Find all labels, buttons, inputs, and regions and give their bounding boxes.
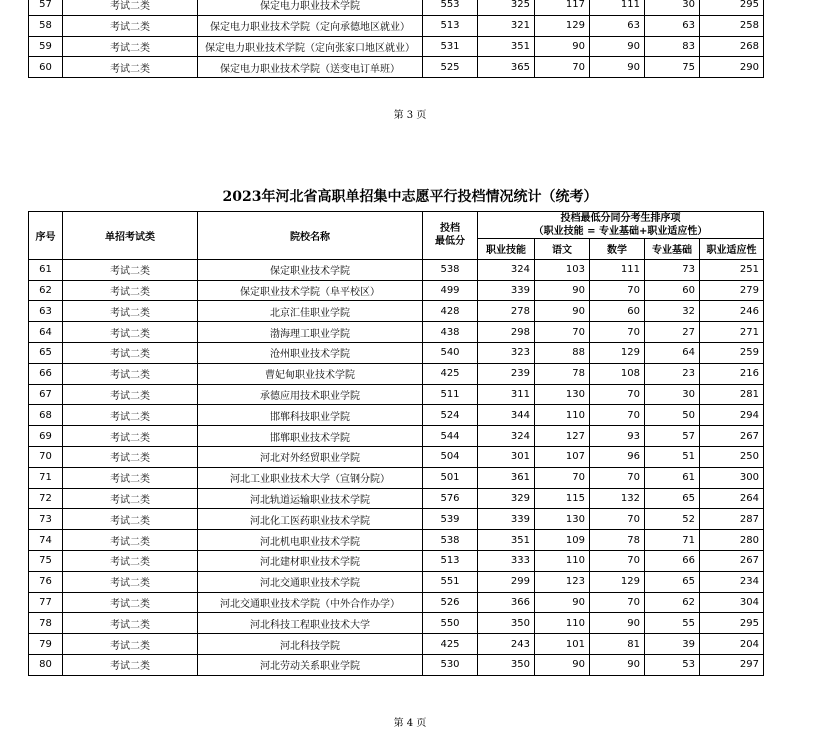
cell-basis: 50: [645, 405, 700, 426]
cell-school: 保定职业技术学院（阜平校区）: [198, 280, 423, 301]
cell-chinese: 90: [535, 36, 590, 57]
cell-school: 承德应用技术职业学院: [198, 384, 423, 405]
cell-min-score: 504: [423, 446, 478, 467]
cell-adapt: 304: [700, 592, 764, 613]
cell-seq: 78: [29, 613, 63, 634]
cell-math: 90: [590, 654, 645, 675]
cell-min-score: 551: [423, 571, 478, 592]
cell-school: 河北劳动关系职业学院: [198, 654, 423, 675]
cell-seq: 67: [29, 384, 63, 405]
cell-basis: 65: [645, 571, 700, 592]
cell-min-score: 438: [423, 322, 478, 343]
cell-math: 90: [590, 36, 645, 57]
table-header: [29, 212, 764, 260]
table-row: [29, 426, 764, 447]
table-row: [29, 0, 764, 15]
table-row: [29, 634, 764, 655]
cell-basis: 63: [645, 15, 700, 36]
table-row: [29, 654, 764, 675]
cell-math: 129: [590, 571, 645, 592]
cell-school: 河北化工医药职业技术学院: [198, 509, 423, 530]
cell-adapt: 295: [700, 613, 764, 634]
header-min-score-line2: 最低分: [435, 236, 465, 248]
cell-school: 河北科技工程职业技术大学: [198, 613, 423, 634]
cell-min-score: 513: [423, 15, 478, 36]
table-row: [29, 592, 764, 613]
cell-adapt: 251: [700, 259, 764, 280]
cell-min-score: 538: [423, 259, 478, 280]
cell-chinese: 123: [535, 571, 590, 592]
cell-basis: 73: [645, 259, 700, 280]
cell-school: 曹妃甸职业技术学院: [198, 363, 423, 384]
cell-math: 70: [590, 280, 645, 301]
cell-adapt: 287: [700, 509, 764, 530]
cell-skill: 339: [478, 280, 535, 301]
cell-math: 96: [590, 446, 645, 467]
cell-min-score: 526: [423, 592, 478, 613]
cell-adapt: 268: [700, 36, 764, 57]
cell-math: 60: [590, 301, 645, 322]
cell-basis: 64: [645, 342, 700, 363]
header-chinese: 语文: [535, 239, 590, 260]
cell-min-score: 511: [423, 384, 478, 405]
page-number: 第 4 页: [393, 718, 427, 729]
table-body: [29, 259, 764, 675]
table-row: [29, 259, 764, 280]
cell-min-score: 524: [423, 405, 478, 426]
cell-basis: 57: [645, 426, 700, 447]
cell-chinese: 110: [535, 550, 590, 571]
cell-skill: 366: [478, 592, 535, 613]
cell-seq: 60: [29, 57, 63, 78]
cell-basis: 51: [645, 446, 700, 467]
cell-seq: 71: [29, 467, 63, 488]
table-row: [29, 446, 764, 467]
cell-chinese: 110: [535, 405, 590, 426]
cell-chinese: 90: [535, 592, 590, 613]
cell-math: 111: [590, 259, 645, 280]
table-row: [29, 15, 764, 36]
cell-math: 70: [590, 550, 645, 571]
cell-school: 河北科技学院: [198, 634, 423, 655]
cell-exam-type: 考试二类: [63, 259, 198, 280]
cell-skill: 325: [478, 0, 535, 15]
cell-chinese: 90: [535, 280, 590, 301]
cell-basis: 27: [645, 322, 700, 343]
cell-seq: 73: [29, 509, 63, 530]
cell-school: 北京汇佳职业学院: [198, 301, 423, 322]
cell-adapt: 297: [700, 654, 764, 675]
cell-chinese: 70: [535, 322, 590, 343]
cell-basis: 61: [645, 467, 700, 488]
cell-math: 81: [590, 634, 645, 655]
cell-skill: 324: [478, 259, 535, 280]
cell-exam-type: 考试二类: [63, 446, 198, 467]
cell-adapt: 279: [700, 280, 764, 301]
cell-math: 70: [590, 467, 645, 488]
cell-basis: 30: [645, 0, 700, 15]
cell-adapt: 246: [700, 301, 764, 322]
cell-seq: 79: [29, 634, 63, 655]
cell-skill: 351: [478, 36, 535, 57]
table-page-4: [28, 211, 764, 676]
header-exam-type: 单招考试类: [63, 212, 198, 260]
cell-basis: 39: [645, 634, 700, 655]
cell-seq: 75: [29, 550, 63, 571]
cell-adapt: 216: [700, 363, 764, 384]
cell-math: 90: [590, 613, 645, 634]
cell-seq: 58: [29, 15, 63, 36]
cell-seq: 68: [29, 405, 63, 426]
cell-min-score: 576: [423, 488, 478, 509]
cell-seq: 61: [29, 259, 63, 280]
cell-school: 渤海理工职业学院: [198, 322, 423, 343]
cell-math: 129: [590, 342, 645, 363]
cell-exam-type: 考试二类: [63, 654, 198, 675]
cell-skill: 323: [478, 342, 535, 363]
cell-chinese: 103: [535, 259, 590, 280]
cell-basis: 83: [645, 36, 700, 57]
cell-seq: 64: [29, 322, 63, 343]
cell-adapt: 271: [700, 322, 764, 343]
cell-min-score: 540: [423, 342, 478, 363]
cell-basis: 55: [645, 613, 700, 634]
cell-basis: 53: [645, 654, 700, 675]
cell-min-score: 425: [423, 363, 478, 384]
cell-math: 70: [590, 592, 645, 613]
cell-min-score: 539: [423, 509, 478, 530]
cell-school: 河北交通职业技术学院（中外合作办学）: [198, 592, 423, 613]
header-group: [478, 212, 764, 239]
table-row: [29, 36, 764, 57]
cell-skill: 324: [478, 426, 535, 447]
cell-exam-type: 考试二类: [63, 530, 198, 551]
cell-math: 70: [590, 384, 645, 405]
cell-seq: 59: [29, 36, 63, 57]
cell-chinese: 107: [535, 446, 590, 467]
cell-exam-type: 考试二类: [63, 36, 198, 57]
table-body: [29, 0, 764, 78]
cell-exam-type: 考试二类: [63, 571, 198, 592]
cell-skill: 243: [478, 634, 535, 655]
cell-exam-type: 考试二类: [63, 634, 198, 655]
cell-school: 河北建材职业技术学院: [198, 550, 423, 571]
cell-min-score: 499: [423, 280, 478, 301]
cell-min-score: 550: [423, 613, 478, 634]
cell-school: 河北工业职业技术大学（宣钢分院）: [198, 467, 423, 488]
cell-chinese: 115: [535, 488, 590, 509]
cell-chinese: 130: [535, 509, 590, 530]
header-group-line2: （职业技能 = 专业基础+职业适应性）: [533, 226, 708, 237]
cell-adapt: 258: [700, 15, 764, 36]
cell-exam-type: 考试二类: [63, 467, 198, 488]
cell-skill: 365: [478, 57, 535, 78]
cell-min-score: 538: [423, 530, 478, 551]
header-group-line1: 投档最低分同分考生排序项: [560, 213, 681, 224]
cell-seq: 77: [29, 592, 63, 613]
cell-basis: 71: [645, 530, 700, 551]
cell-adapt: 204: [700, 634, 764, 655]
cell-skill: 350: [478, 613, 535, 634]
cell-exam-type: 考试二类: [63, 426, 198, 447]
cell-min-score: 513: [423, 550, 478, 571]
table-row: [29, 322, 764, 343]
cell-math: 93: [590, 426, 645, 447]
cell-skill: 321: [478, 15, 535, 36]
cell-seq: 65: [29, 342, 63, 363]
cell-skill: 301: [478, 446, 535, 467]
cell-seq: 76: [29, 571, 63, 592]
cell-math: 78: [590, 530, 645, 551]
cell-adapt: 295: [700, 0, 764, 15]
cell-skill: 299: [478, 571, 535, 592]
cell-basis: 75: [645, 57, 700, 78]
cell-adapt: 300: [700, 467, 764, 488]
header-min-score: [423, 212, 478, 260]
header-math: 数学: [590, 239, 645, 260]
cell-basis: 60: [645, 280, 700, 301]
cell-exam-type: 考试二类: [63, 280, 198, 301]
cell-basis: 32: [645, 301, 700, 322]
cell-chinese: 78: [535, 363, 590, 384]
cell-skill: 339: [478, 509, 535, 530]
cell-chinese: 70: [535, 57, 590, 78]
table-row: [29, 342, 764, 363]
cell-adapt: 294: [700, 405, 764, 426]
cell-basis: 65: [645, 488, 700, 509]
cell-chinese: 88: [535, 342, 590, 363]
cell-seq: 72: [29, 488, 63, 509]
cell-math: 132: [590, 488, 645, 509]
cell-adapt: 281: [700, 384, 764, 405]
cell-min-score: 531: [423, 36, 478, 57]
cell-seq: 69: [29, 426, 63, 447]
cell-chinese: 101: [535, 634, 590, 655]
cell-seq: 57: [29, 0, 63, 15]
table-row: [29, 57, 764, 78]
cell-skill: 298: [478, 322, 535, 343]
cell-school: 河北轨道运输职业技术学院: [198, 488, 423, 509]
cell-exam-type: 考试二类: [63, 322, 198, 343]
cell-min-score: 544: [423, 426, 478, 447]
table-row: [29, 571, 764, 592]
page-number: 第 3 页: [393, 110, 427, 121]
cell-adapt: 290: [700, 57, 764, 78]
header-min-score-line1: 投档: [440, 223, 460, 235]
cell-school: 保定电力职业技术学院（送变电订单班）: [198, 57, 423, 78]
cell-basis: 30: [645, 384, 700, 405]
cell-exam-type: 考试二类: [63, 384, 198, 405]
table-row: [29, 488, 764, 509]
table-page-3: [28, 0, 764, 78]
document-title: 2023年河北省高职单招集中志愿平行投档情况统计（统考）: [222, 189, 598, 205]
cell-min-score: 553: [423, 0, 478, 15]
cell-seq: 62: [29, 280, 63, 301]
header-basis: 专业基础: [645, 239, 700, 260]
cell-exam-type: 考试二类: [63, 405, 198, 426]
cell-school: 沧州职业技术学院: [198, 342, 423, 363]
cell-adapt: 280: [700, 530, 764, 551]
cell-math: 70: [590, 322, 645, 343]
cell-seq: 74: [29, 530, 63, 551]
cell-school: 河北机电职业技术学院: [198, 530, 423, 551]
cell-skill: 351: [478, 530, 535, 551]
cell-exam-type: 考试二类: [63, 0, 198, 15]
table-row: [29, 467, 764, 488]
cell-school: 邯郸职业技术学院: [198, 426, 423, 447]
cell-basis: 66: [645, 550, 700, 571]
cell-adapt: 259: [700, 342, 764, 363]
cell-exam-type: 考试二类: [63, 592, 198, 613]
cell-school: 保定电力职业技术学院（定向张家口地区就业）: [198, 36, 423, 57]
cell-chinese: 117: [535, 0, 590, 15]
header-adapt: 职业适应性: [700, 239, 764, 260]
cell-chinese: 129: [535, 15, 590, 36]
cell-seq: 80: [29, 654, 63, 675]
cell-seq: 66: [29, 363, 63, 384]
table-row: [29, 280, 764, 301]
cell-exam-type: 考试二类: [63, 550, 198, 571]
cell-chinese: 130: [535, 384, 590, 405]
table-row: [29, 509, 764, 530]
cell-chinese: 90: [535, 654, 590, 675]
cell-adapt: 267: [700, 550, 764, 571]
cell-exam-type: 考试二类: [63, 57, 198, 78]
cell-seq: 70: [29, 446, 63, 467]
cell-skill: 361: [478, 467, 535, 488]
cell-math: 63: [590, 15, 645, 36]
cell-exam-type: 考试二类: [63, 301, 198, 322]
cell-school: 邯郸科技职业学院: [198, 405, 423, 426]
cell-chinese: 127: [535, 426, 590, 447]
header-seq: 序号: [29, 212, 63, 260]
cell-school: 河北交通职业技术学院: [198, 571, 423, 592]
cell-math: 108: [590, 363, 645, 384]
table-row: [29, 384, 764, 405]
table-row: [29, 530, 764, 551]
cell-school: 保定电力职业技术学院（定向承德地区就业）: [198, 15, 423, 36]
cell-min-score: 501: [423, 467, 478, 488]
cell-adapt: 267: [700, 426, 764, 447]
cell-chinese: 110: [535, 613, 590, 634]
cell-basis: 23: [645, 363, 700, 384]
cell-exam-type: 考试二类: [63, 15, 198, 36]
cell-math: 70: [590, 509, 645, 530]
table-row: [29, 613, 764, 634]
cell-min-score: 530: [423, 654, 478, 675]
cell-basis: 52: [645, 509, 700, 530]
cell-chinese: 90: [535, 301, 590, 322]
header-school: 院校名称: [198, 212, 423, 260]
cell-adapt: 250: [700, 446, 764, 467]
table-row: [29, 363, 764, 384]
cell-adapt: 234: [700, 571, 764, 592]
cell-skill: 311: [478, 384, 535, 405]
cell-exam-type: 考试二类: [63, 613, 198, 634]
cell-chinese: 70: [535, 467, 590, 488]
cell-min-score: 525: [423, 57, 478, 78]
cell-seq: 63: [29, 301, 63, 322]
table-row: [29, 405, 764, 426]
cell-skill: 344: [478, 405, 535, 426]
table-row: [29, 301, 764, 322]
cell-skill: 239: [478, 363, 535, 384]
cell-min-score: 425: [423, 634, 478, 655]
table-row: [29, 550, 764, 571]
cell-basis: 62: [645, 592, 700, 613]
cell-school: 保定电力职业技术学院: [198, 0, 423, 15]
cell-exam-type: 考试二类: [63, 363, 198, 384]
cell-math: 90: [590, 57, 645, 78]
cell-skill: 350: [478, 654, 535, 675]
cell-min-score: 428: [423, 301, 478, 322]
cell-exam-type: 考试二类: [63, 342, 198, 363]
cell-school: 保定职业技术学院: [198, 259, 423, 280]
cell-math: 111: [590, 0, 645, 15]
cell-school: 河北对外经贸职业学院: [198, 446, 423, 467]
cell-skill: 278: [478, 301, 535, 322]
cell-adapt: 264: [700, 488, 764, 509]
header-skill: 职业技能: [478, 239, 535, 260]
cell-skill: 329: [478, 488, 535, 509]
cell-chinese: 109: [535, 530, 590, 551]
cell-exam-type: 考试二类: [63, 488, 198, 509]
cell-math: 70: [590, 405, 645, 426]
cell-skill: 333: [478, 550, 535, 571]
cell-exam-type: 考试二类: [63, 509, 198, 530]
